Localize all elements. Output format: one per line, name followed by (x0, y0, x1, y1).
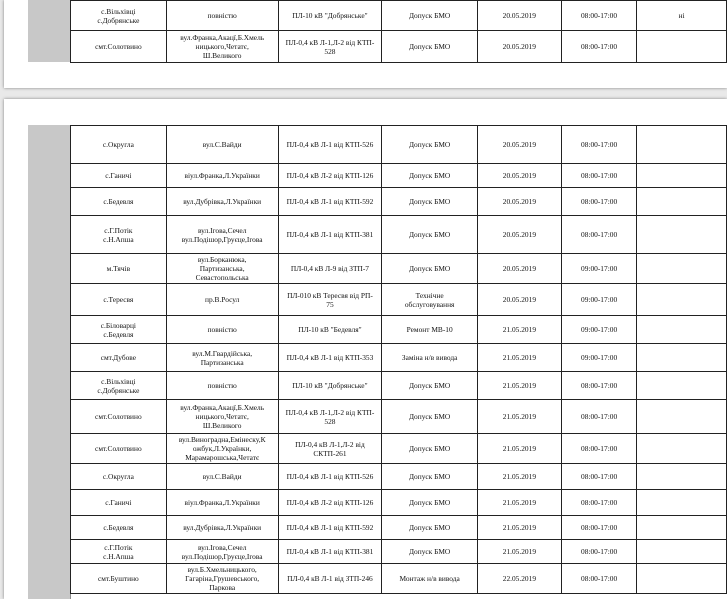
streets-cell: повністю (166, 1, 278, 31)
power-line-cell: ПЛ-0,4 кВ Л-1 від КТП-526 (278, 126, 382, 164)
work-type-cell: Технічне обслуговування (382, 284, 478, 316)
time-cell: 08:00-17:00 (561, 126, 637, 164)
settlement-cell: смт.Буштино (71, 564, 167, 594)
streets-cell: вул.Франка,Акацї,Б.Хмель ницького,Четатє, Ш.Великого (166, 400, 278, 434)
date-cell: 22.05.2019 (478, 564, 562, 594)
power-line-cell: ПЛ-10 кВ "Добрянське" (278, 1, 382, 31)
time-cell: 09:00-17:00 (561, 316, 637, 344)
settlement-cell: смт.Солотвино (71, 434, 167, 464)
work-type-cell: Допуск БМО (382, 434, 478, 464)
work-type-cell: Допуск БМО (382, 216, 478, 254)
date-cell: 21.05.2019 (478, 490, 562, 516)
note-cell (637, 372, 727, 400)
power-line-cell: ПЛ-0,4 кВ Л-1,Л-2 від КТП- 528 (278, 400, 382, 434)
work-type-cell: Допуск БМО (382, 126, 478, 164)
time-cell: 08:00-17:00 (561, 516, 637, 540)
streets-cell: віул.Франка,Л.Українки (166, 490, 278, 516)
streets-cell: вул.Виноградна,Емінеску,К ожбук,Л.Українки, Марамарошська,Четатє (166, 434, 278, 464)
streets-cell: вул.Б.Хмельницького, Гагаріна,Грушевського, Паркова (166, 564, 278, 594)
date-cell: 21.05.2019 (478, 540, 562, 564)
note-cell (637, 464, 727, 490)
settlement-cell: с.Біловарці с.Бедевля (71, 316, 167, 344)
work-type-cell: Допуск БМО (382, 464, 478, 490)
power-line-cell: ПЛ-0,4 кВ Л-1 від КТП-526 (278, 464, 382, 490)
time-cell: 09:00-17:00 (561, 254, 637, 284)
settlement-cell: смт.Солотвино (71, 400, 167, 434)
table-row (71, 188, 727, 216)
time-cell: 08:00-17:00 (561, 464, 637, 490)
note-cell (637, 284, 727, 316)
work-type-cell: Допуск БМО (382, 31, 478, 63)
table-row (71, 434, 727, 464)
streets-cell: віул.Франка,Л.Українки (166, 164, 278, 188)
work-type-cell: Допуск БМО (382, 490, 478, 516)
date-cell: 21.05.2019 (478, 516, 562, 540)
time-cell: 08:00-17:00 (561, 216, 637, 254)
work-type-cell: Монтаж н/в вивода (382, 564, 478, 594)
table-row (71, 1, 727, 31)
streets-cell: вул.Борканюка, Партизанська, Севастопольська (166, 254, 278, 284)
work-type-cell: Допуск БМО (382, 372, 478, 400)
table-row (71, 540, 727, 564)
streets-cell: повністю (166, 316, 278, 344)
streets-cell: вул.Дубрівка,Л.Українки (166, 516, 278, 540)
power-line-cell: ПЛ-010 кВ Тересвя від РП- 75 (278, 284, 382, 316)
note-cell (637, 164, 727, 188)
power-line-cell: ПЛ-0,4 кВ Л-1 від КТП-592 (278, 516, 382, 540)
table-row (71, 564, 727, 594)
work-type-cell: Допуск БМО (382, 254, 478, 284)
note-cell (637, 316, 727, 344)
power-line-cell: ПЛ-0,4 кВ Л-1 від КТП-592 (278, 188, 382, 216)
power-line-cell: ПЛ-0,4 кВ Л-1 від КТП-353 (278, 344, 382, 372)
time-cell: 08:00-17:00 (561, 164, 637, 188)
streets-cell: вул.Франка,Акацї,Б.Хмель ницького,Четатє, Ш.Великого (166, 31, 278, 63)
note-cell (637, 490, 727, 516)
time-cell: 08:00-17:00 (561, 188, 637, 216)
power-line-cell: ПЛ-10 кВ "Бедевля" (278, 316, 382, 344)
work-type-cell: Допуск БМО (382, 164, 478, 188)
settlement-cell: с.Ганичі (71, 164, 167, 188)
streets-cell: вул.С.Вайди (166, 126, 278, 164)
settlement-cell: с.Ганичі (71, 490, 167, 516)
settlement-cell: с.Г.Потік с.Н.Апша (71, 540, 167, 564)
settlement-cell: смт.Дубове (71, 344, 167, 372)
date-cell: 21.05.2019 (478, 400, 562, 434)
table-row (71, 516, 727, 540)
work-type-cell: Допуск БМО (382, 400, 478, 434)
streets-cell: вул.Ігова,Сечел вул.Подішор,Груєце,Ігова (166, 540, 278, 564)
date-cell: 21.05.2019 (478, 434, 562, 464)
settlement-cell: м.Тячів (71, 254, 167, 284)
table-row (71, 316, 727, 344)
settlement-cell: с.Бедевля (71, 188, 167, 216)
date-cell: 20.05.2019 (477, 31, 561, 63)
note-cell (637, 540, 727, 564)
work-type-cell: Заміна н/в вивода (382, 344, 478, 372)
note-cell: ні (637, 1, 727, 31)
power-line-cell: ПЛ-0,4 кВ Л-1 від ЗТП-246 (278, 564, 382, 594)
settlement-cell: с.Вільхівці с.Добрянське (71, 1, 167, 31)
outage-table-page-1 (70, 0, 727, 63)
page-2-left-bar (28, 125, 71, 599)
time-cell: 09:00-17:00 (561, 344, 637, 372)
table-row (71, 344, 727, 372)
settlement-cell: смт.Солотвино (71, 31, 167, 63)
streets-cell: вул.Ігова,Сечел вул.Подішор,Груєце,Ігова (166, 216, 278, 254)
date-cell: 20.05.2019 (478, 284, 562, 316)
streets-cell: вул.С.Вайди (166, 464, 278, 490)
date-cell: 21.05.2019 (478, 372, 562, 400)
table-row (71, 126, 727, 164)
time-cell: 08:00-17:00 (561, 372, 637, 400)
date-cell: 21.05.2019 (478, 344, 562, 372)
settlement-cell: с.Г.Потік с.Н.Апша (71, 216, 167, 254)
note-cell (637, 516, 727, 540)
time-cell: 08:00-17:00 (561, 31, 637, 63)
table-row (71, 284, 727, 316)
date-cell: 20.05.2019 (478, 126, 562, 164)
work-type-cell: Допуск БМО (382, 1, 478, 31)
note-cell (637, 31, 727, 63)
time-cell: 08:00-17:00 (561, 400, 637, 434)
table-row (71, 254, 727, 284)
note-cell (637, 216, 727, 254)
date-cell: 21.05.2019 (478, 464, 562, 490)
date-cell: 20.05.2019 (477, 1, 561, 31)
settlement-cell: с.Тересвя (71, 284, 167, 316)
time-cell: 08:00-17:00 (561, 564, 637, 594)
date-cell: 20.05.2019 (478, 254, 562, 284)
table-row (71, 490, 727, 516)
power-line-cell: ПЛ-0,4 кВ Л-9 від ЗТП-7 (278, 254, 382, 284)
page-2 (4, 99, 727, 599)
date-cell: 20.05.2019 (478, 188, 562, 216)
power-line-cell: ПЛ-0,4 кВ Л-1,Л-2 від СКТП-261 (278, 434, 382, 464)
time-cell: 08:00-17:00 (561, 434, 637, 464)
power-line-cell: ПЛ-0,4 кВ Л-2 від КТП-126 (278, 164, 382, 188)
time-cell: 08:00-17:00 (561, 1, 637, 31)
power-line-cell: ПЛ-0,4 кВ Л-1 від КТП-381 (278, 216, 382, 254)
work-type-cell: Допуск БМО (382, 516, 478, 540)
settlement-cell: с.Вільхівці с.Добрянське (71, 372, 167, 400)
table-row (71, 400, 727, 434)
note-cell (637, 188, 727, 216)
table-row (71, 216, 727, 254)
streets-cell: вул.Дубрівка,Л.Українки (166, 188, 278, 216)
table-row (71, 464, 727, 490)
settlement-cell: с.Округла (71, 464, 167, 490)
table-row (71, 164, 727, 188)
work-type-cell: Ремонт МВ-10 (382, 316, 478, 344)
table-row (71, 372, 727, 400)
time-cell: 08:00-17:00 (561, 540, 637, 564)
note-cell (637, 344, 727, 372)
page-1-left-bar (28, 0, 71, 62)
streets-cell: повністю (166, 372, 278, 400)
power-line-cell: ПЛ-0,4 кВ Л-2 від КТП-126 (278, 490, 382, 516)
note-cell (637, 254, 727, 284)
settlement-cell: с.Округла (71, 126, 167, 164)
power-line-cell: ПЛ-0,4 кВ Л-1 від КТП-381 (278, 540, 382, 564)
power-line-cell: ПЛ-0,4 кВ Л-1,Л-2 від КТП- 528 (278, 31, 382, 63)
date-cell: 20.05.2019 (478, 164, 562, 188)
streets-cell: пр.В.Росул (166, 284, 278, 316)
work-type-cell: Допуск БМО (382, 188, 478, 216)
time-cell: 08:00-17:00 (561, 490, 637, 516)
date-cell: 21.05.2019 (478, 316, 562, 344)
outage-table-page-2 (70, 125, 727, 594)
note-cell (637, 564, 727, 594)
table-row (71, 31, 727, 63)
note-cell (637, 434, 727, 464)
date-cell: 20.05.2019 (478, 216, 562, 254)
work-type-cell: Допуск БМО (382, 540, 478, 564)
note-cell (637, 126, 727, 164)
time-cell: 09:00-17:00 (561, 284, 637, 316)
streets-cell: вул.М.Гвардійська, Партизанська (166, 344, 278, 372)
page-1 (4, 0, 727, 88)
settlement-cell: с.Бедевля (71, 516, 167, 540)
power-line-cell: ПЛ-10 кВ "Добрянське" (278, 372, 382, 400)
note-cell (637, 400, 727, 434)
